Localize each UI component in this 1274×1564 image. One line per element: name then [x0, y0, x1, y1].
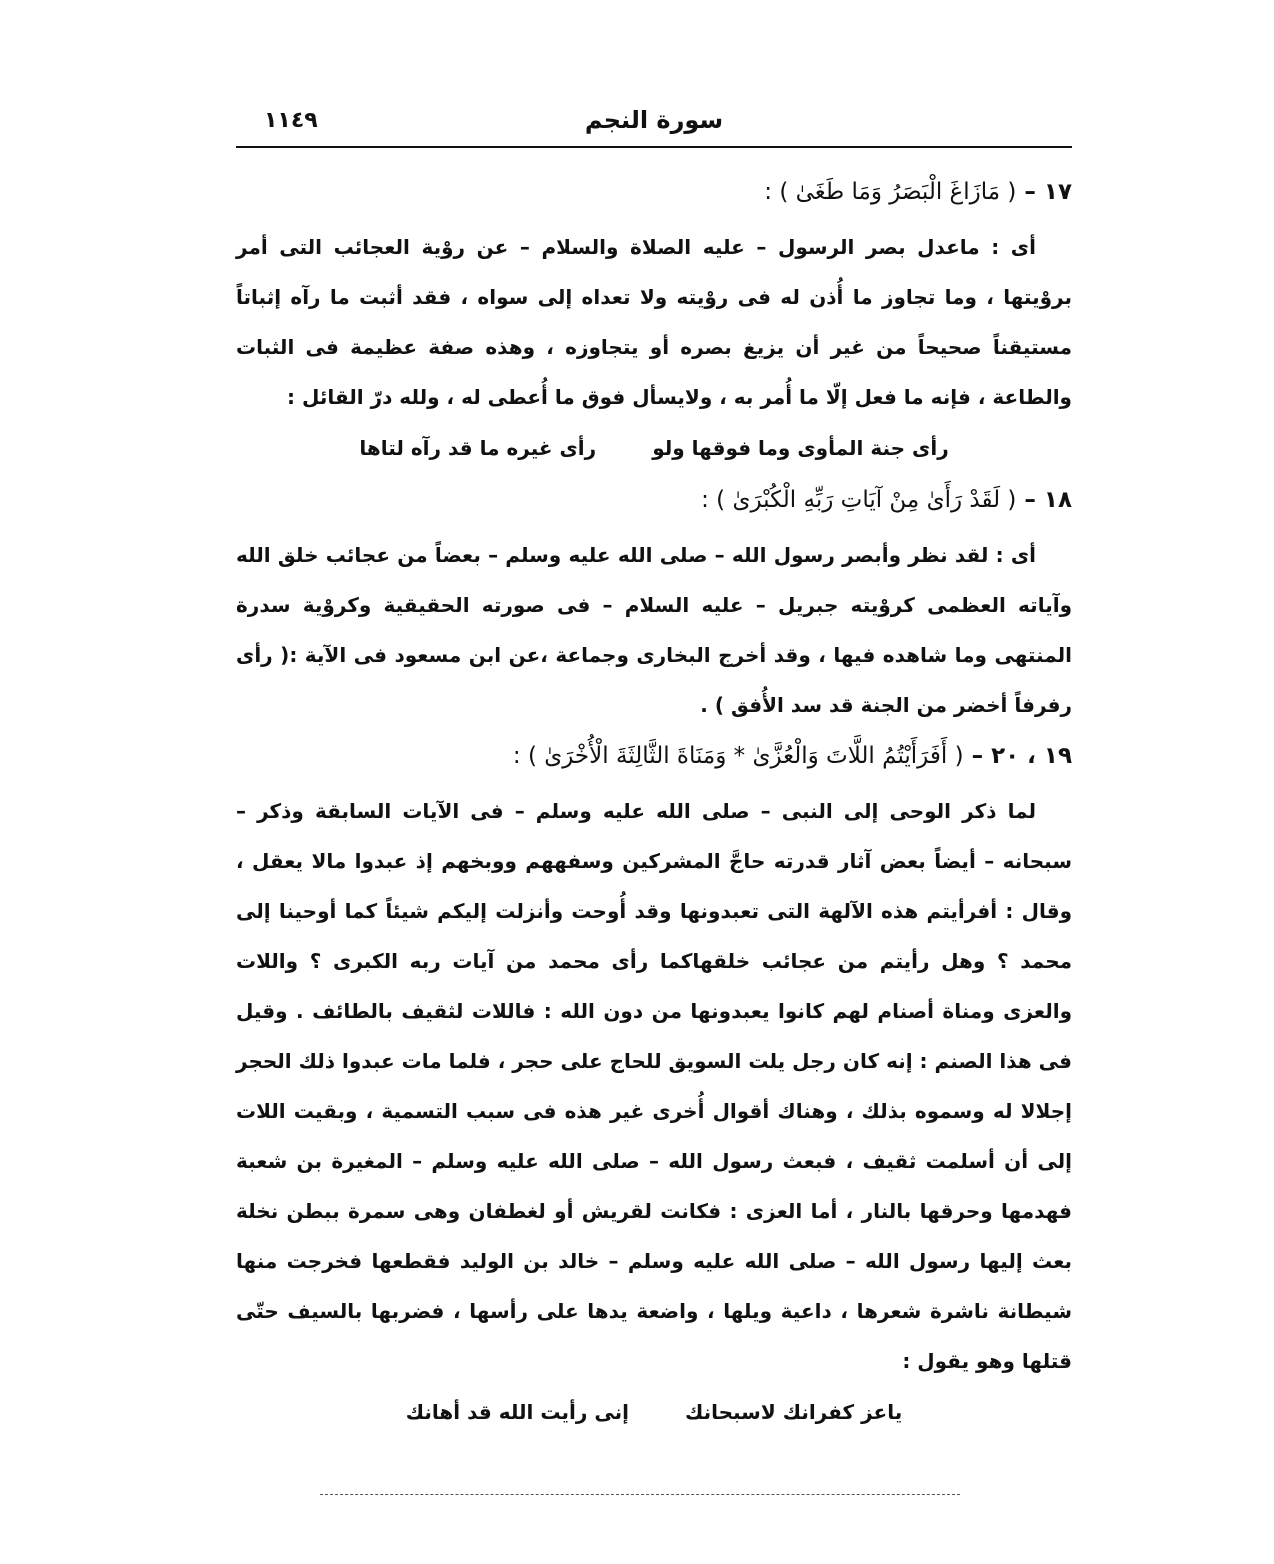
commentary-paragraph: أى : ماعدل بصر الرسول – عليه الصلاة والسلام – عن روْية العجائب التى أمر بروْيتها ، وما تجاوز ما أُذن له فى روْيته ولا تعداه إلى سواه ، فقد أثبت ما رآه إثباتاً مستيقناً صحيحاً من غير أن يزيغ بصره أو يتجاوزه ، وهذه صفة عظيمة فى الثبات والطاعة ، فإنه ما فعل إلّا ما أُمر به ، ولايسأل فوق ما أُعطى له ، ولله درّ القائل : — [236, 235, 1072, 409]
poem-second-hemistich: رأى غيره ما قد رآه لتاها — [359, 436, 597, 460]
page-number: ١١٤٩ — [264, 108, 318, 133]
commentary-paragraph: أى : لقد نظر وأبصر رسول الله – صلى الله عليه وسلم – بعضاً من عجائب خلق الله وآياته العظمى كروْيته جبريل – عليه السلام – فى صورته الحقيقية وكروْية سدرة المنتهى وما شاهده فيها ، وقد أخرج البخارى وجماعة ،عن ابن مسعود فى الآية :( رأى رفرفاً أخضر من الجنة قد سد الأُفق ) . — [236, 543, 1072, 717]
poem-line — [236, 1386, 1072, 1438]
poem-first-hemistich: ياعز كفرانك لاسبحانك — [684, 1400, 903, 1424]
page-header — [236, 100, 1072, 148]
verse-number: ١٧ – — [1024, 179, 1072, 205]
poem-line — [236, 422, 1072, 474]
verse-quote: ( مَازَاغَ الْبَصَرُ وَمَا طَغَىٰ ) : — [764, 179, 1017, 205]
verse-heading — [236, 166, 1072, 218]
page-content — [236, 166, 1072, 1438]
verse-heading — [236, 730, 1072, 782]
surah-title: سورة النجم — [584, 106, 724, 134]
section-verse-18 — [236, 474, 1072, 730]
section-verse-17 — [236, 166, 1072, 474]
section-verses-19-20 — [236, 730, 1072, 1438]
verse-number: ١٩ ، ٢٠ – — [971, 743, 1072, 769]
verse-quote: ( لَقَدْ رَأَىٰ مِنْ آيَاتِ رَبِّهِ الْكُبْرَىٰ ) : — [701, 487, 1017, 513]
verse-heading — [236, 474, 1072, 526]
verse-quote: ( أَفَرَأَيْتُمُ اللَّاتَ وَالْعُزَّىٰ * وَمَنَاةَ الثَّالِثَةَ الْأُخْرَىٰ ) : — [512, 743, 964, 769]
verse-number: ١٨ – — [1024, 487, 1072, 513]
commentary-paragraph: لما ذكر الوحى إلى النبى – صلى الله عليه وسلم – فى الآيات السابقة وذكر – سبحانه – أيضاً بعض آثار قدرته حاجَّ المشركين وسفههم ووبخهم إذ عبدوا مالا يعقل ، وقال : أفرأيتم هذه الآلهة التى تعبدونها وقد أُوحت وأنزلت إليكم شيئاً كما أوحينا إلى محمد ؟ وهل رأيتم من عجائب خلقهاكما رأى محمد من آيات ربه الكبرى ؟ واللات والعزى ومناة أصنام لهم كانوا يعبدونها من دون الله : فاللات لثقيف بالطائف . وقيل فى هذا الصنم : إنه كان رجل يلت السويق للحاج على حجر ، فلما مات عبدوا ذلك الحجر إجلالا له وسموه بذلك ، وهناك أقوال أُخرى غير هذه فى سبب التسمية ، وبقيت اللات إلى أن أسلمت ثقيف ، فبعث رسول الله – صلى الله عليه وسلم – المغيرة بن شعبة فهدمها وحرقها بالنار ، أما العزى : فكانت لقريش أو لغطفان وهى سمرة ببطن نخلة بعث إليها رسول الله – صلى الله عليه وسلم – خالد بن الوليد فقطعها فخرجت منها شيطانة ناشرة شعرها ، داعية ويلها ، واضعة يدها على رأسها ، فضربها بالسيف حتّى قتلها وهو يقول : — [236, 799, 1072, 1373]
footer-rule — [320, 1494, 960, 1495]
poem-first-hemistich: رأى جنة المأوى وما فوقها ولو — [652, 436, 949, 460]
poem-second-hemistich: إنى رأيت الله قد أهانك — [405, 1400, 629, 1424]
book-page — [236, 100, 1072, 1438]
